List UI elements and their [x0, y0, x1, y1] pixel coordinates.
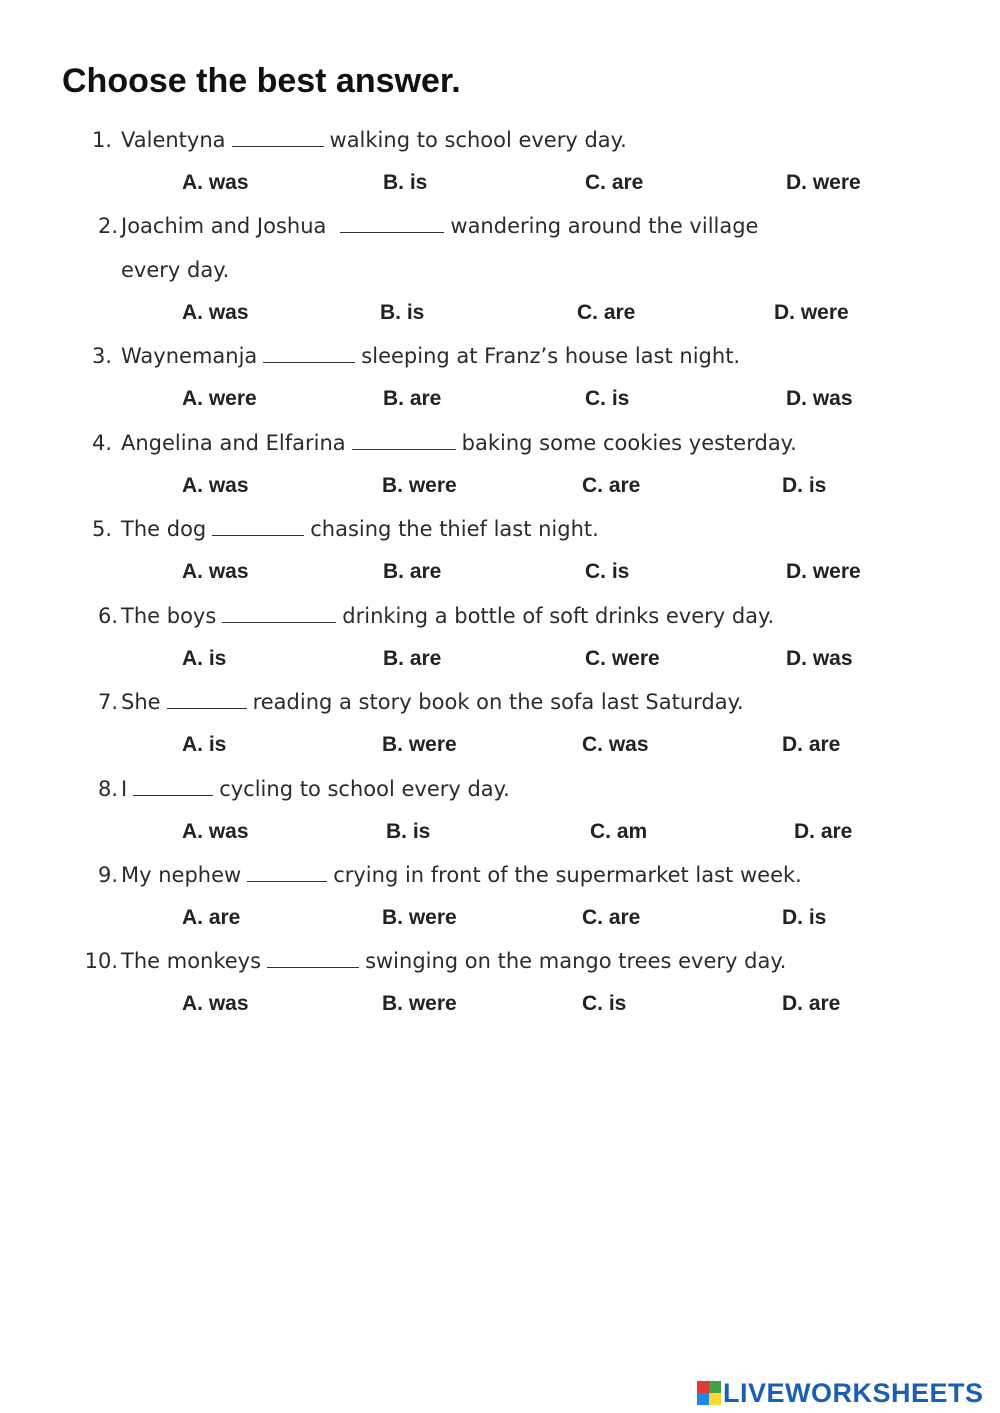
- question-text-pre: Angelina and Elfarina: [121, 431, 346, 455]
- question-text-pre: I: [121, 777, 128, 801]
- question-text-post: cycling to school every day.: [219, 777, 510, 801]
- question-text-post: sleeping at Franz’s house last night.: [361, 344, 741, 368]
- option-a[interactable]: A. was: [182, 820, 249, 843]
- question-number: 6.: [97, 604, 118, 628]
- question-number: 9.: [97, 863, 118, 887]
- question-number: 3.: [91, 344, 112, 368]
- question-8: [0, 773, 1000, 805]
- question-number: 10.: [84, 949, 118, 973]
- question-number: 5.: [91, 517, 112, 541]
- question-number: 7.: [97, 690, 118, 714]
- option-b[interactable]: B. are: [383, 560, 442, 583]
- option-b[interactable]: B. are: [383, 647, 442, 670]
- option-c[interactable]: C. was: [582, 733, 649, 756]
- option-d[interactable]: D. was: [786, 647, 853, 670]
- option-b[interactable]: B. were: [382, 992, 457, 1015]
- question-10: [0, 945, 1000, 977]
- answer-blank[interactable]: [222, 604, 336, 623]
- option-b[interactable]: B. is: [383, 171, 428, 194]
- question-text-pre: Valentyna: [121, 128, 226, 152]
- question-text-post: walking to school every day.: [329, 128, 627, 152]
- option-b[interactable]: B. are: [383, 387, 442, 410]
- question-4: [0, 427, 1000, 459]
- question-text-post: drinking a bottle of soft drinks every day.: [342, 604, 775, 628]
- option-c[interactable]: C. are: [582, 474, 641, 497]
- option-d[interactable]: D. is: [782, 906, 827, 929]
- question-3: [0, 340, 1000, 372]
- question-1: [0, 124, 1000, 156]
- option-d[interactable]: D. are: [782, 992, 841, 1015]
- option-a[interactable]: A. was: [182, 171, 249, 194]
- option-b[interactable]: B. were: [382, 906, 457, 929]
- option-c[interactable]: C. is: [585, 387, 630, 410]
- option-d[interactable]: D. were: [774, 301, 849, 324]
- brand-name: LIVEWORKSHEETS: [723, 1377, 984, 1408]
- option-d[interactable]: D. were: [786, 560, 861, 583]
- option-a[interactable]: A. is: [182, 733, 227, 756]
- answer-blank[interactable]: [267, 949, 359, 968]
- liveworksheets-logo-icon: [697, 1381, 721, 1405]
- question-text-pre: Waynemanja: [121, 344, 258, 368]
- question-7: [0, 686, 1000, 718]
- question-6: [0, 600, 1000, 632]
- option-a[interactable]: A. was: [182, 474, 249, 497]
- question-text-cont: every day.: [121, 258, 230, 282]
- question-text-pre: Joachim and Joshua: [121, 214, 327, 238]
- option-b[interactable]: B. were: [382, 474, 457, 497]
- question-text-pre: The boys: [121, 604, 217, 628]
- option-a[interactable]: A. were: [182, 387, 257, 410]
- question-text-pre: My nephew: [121, 863, 242, 887]
- question-text-post: chasing the thief last night.: [310, 517, 599, 541]
- question-number: 4.: [91, 431, 112, 455]
- option-a[interactable]: A. was: [182, 992, 249, 1015]
- option-c[interactable]: C. are: [585, 171, 644, 194]
- question-2: [0, 210, 1000, 242]
- question-text-post: wandering around the village: [450, 214, 759, 238]
- option-d[interactable]: D. are: [782, 733, 841, 756]
- question-text-post: baking some cookies yesterday.: [461, 431, 797, 455]
- question-number: 1.: [91, 128, 112, 152]
- option-a[interactable]: A. are: [182, 906, 241, 929]
- answer-blank[interactable]: [212, 517, 304, 536]
- answer-blank[interactable]: [133, 777, 213, 796]
- option-c[interactable]: C. are: [582, 906, 641, 929]
- option-c[interactable]: C. were: [585, 647, 660, 670]
- liveworksheets-brand: [697, 1378, 984, 1408]
- option-b[interactable]: B. is: [386, 820, 431, 843]
- option-c[interactable]: C. is: [582, 992, 627, 1015]
- question-number: 2.: [97, 214, 118, 238]
- question-text-post: crying in front of the supermarket last week.: [333, 863, 802, 887]
- option-c[interactable]: C. are: [577, 301, 636, 324]
- question-9: [0, 859, 1000, 891]
- option-b[interactable]: B. were: [382, 733, 457, 756]
- option-d[interactable]: D. were: [786, 171, 861, 194]
- option-a[interactable]: A. was: [182, 560, 249, 583]
- answer-blank[interactable]: [167, 690, 247, 709]
- question-text-pre: She: [121, 690, 161, 714]
- page-title: Choose the best answer.: [62, 62, 461, 100]
- option-b[interactable]: B. is: [380, 301, 425, 324]
- option-c[interactable]: C. is: [585, 560, 630, 583]
- option-a[interactable]: A. was: [182, 301, 249, 324]
- answer-blank[interactable]: [352, 431, 456, 450]
- option-d[interactable]: D. is: [782, 474, 827, 497]
- question-5: [0, 513, 1000, 545]
- question-text-pre: The monkeys: [121, 949, 262, 973]
- question-2-continuation: [0, 254, 1000, 286]
- answer-blank[interactable]: [247, 863, 327, 882]
- question-text-post: reading a story book on the sofa last Saturday.: [252, 690, 744, 714]
- option-a[interactable]: A. is: [182, 647, 227, 670]
- option-d[interactable]: D. was: [786, 387, 853, 410]
- answer-blank[interactable]: [263, 344, 355, 363]
- answer-blank[interactable]: [340, 214, 444, 233]
- answer-blank[interactable]: [232, 128, 324, 147]
- option-d[interactable]: D. are: [794, 820, 853, 843]
- option-c[interactable]: C. am: [590, 820, 648, 843]
- question-text-post: swinging on the mango trees every day.: [365, 949, 787, 973]
- question-number: 8.: [97, 777, 118, 801]
- question-text-pre: The dog: [121, 517, 207, 541]
